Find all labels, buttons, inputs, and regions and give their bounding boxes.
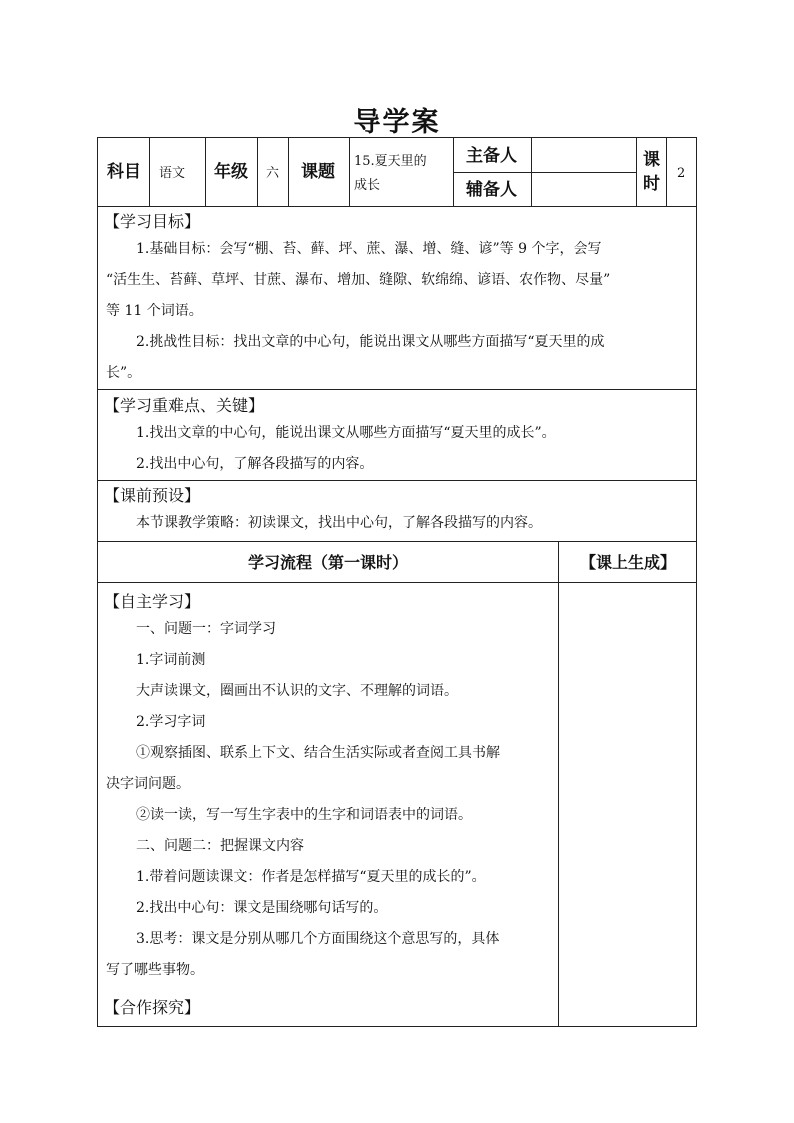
subject-label: 科目 xyxy=(107,162,141,182)
goal-1-line2: “活生生、苔藓、草坪、甘蔗、瀑布、增加、缝隙、软绵绵、谚语、农作物、尽量” xyxy=(106,272,611,288)
self-study-line: 一、问题一：字词学习 xyxy=(136,621,276,637)
preset-heading: 【课前预设】 xyxy=(104,486,201,505)
preset-item-1: 本节课教学策略：初读课文，找出中心句，了解各段描写的内容。 xyxy=(136,515,542,531)
self-study-line: 二、问题二：把握课文内容 xyxy=(136,838,304,854)
goals-heading: 【学习目标】 xyxy=(104,212,201,231)
self-study-line: ①观察插图、联系上下文、结合生活实际或者查阅工具书解 xyxy=(136,745,500,761)
header-divider xyxy=(636,138,637,206)
main-preparer-label: 主备人 xyxy=(466,146,517,166)
cooperation-heading: 【合作探究】 xyxy=(104,998,201,1017)
self-study-heading: 【自主学习】 xyxy=(104,592,201,611)
key-point-2: 2.找出中心句，了解各段描写的内容。 xyxy=(136,456,374,472)
header-divider xyxy=(531,138,532,206)
section-divider xyxy=(98,480,696,481)
process-column-divider xyxy=(558,541,559,1026)
header-divider xyxy=(666,138,667,206)
topic-value-line1: 15.夏天里的 xyxy=(354,154,427,169)
self-study-line: 1.带着问题读课文：作者是怎样描写“夏天里的成长的”。 xyxy=(136,869,486,885)
goal-2-line1: 2.挑战性目标：找出文章的中心句，能说出课文从哪些方面描写“夏天里的成 xyxy=(136,334,605,350)
key-point-1: 1.找出文章的中心句，能说出课文从哪些方面描写“夏天里的成长”。 xyxy=(136,425,556,441)
section-divider xyxy=(98,582,696,583)
self-study-line: 2.学习字词 xyxy=(136,714,206,730)
grade-label: 年级 xyxy=(214,162,248,182)
header-mid-line xyxy=(453,172,636,173)
self-study-line: 写了哪些事物。 xyxy=(106,962,204,978)
period-label-line2: 时 xyxy=(643,174,660,194)
section-divider xyxy=(98,541,696,542)
header-divider xyxy=(257,138,258,206)
goal-2-line2: 长”。 xyxy=(106,365,142,381)
period-value: 2 xyxy=(677,166,686,181)
header-divider xyxy=(349,138,350,206)
goal-1-line3: 等 11 个词语。 xyxy=(106,303,203,319)
topic-value-line2: 成长 xyxy=(354,178,381,193)
self-study-line: 3.思考：课文是分别从哪几个方面围绕这个意思写的，具体 xyxy=(136,931,500,947)
self-study-line: 决字词问题。 xyxy=(106,776,190,792)
self-study-line: 2.找出中心句：课文是围绕哪句话写的。 xyxy=(136,900,388,916)
key-points-heading: 【学习重难点、关键】 xyxy=(104,396,265,415)
class-generation-heading: 【课上生成】 xyxy=(579,553,676,572)
header-divider xyxy=(453,138,454,206)
period-label-line1: 课 xyxy=(643,150,660,170)
header-divider xyxy=(288,138,289,206)
self-study-line: ②读一读，写一写生字表中的生字和词语表中的词语。 xyxy=(136,807,472,823)
topic-label: 课题 xyxy=(301,162,335,182)
assist-preparer-label: 辅备人 xyxy=(466,180,517,200)
header-divider xyxy=(205,138,206,206)
self-study-line: 大声读课文，圈画出不认识的文字、不理解的词语。 xyxy=(136,683,458,699)
goal-1-line1: 1.基础目标：会写“棚、苔、藓、坪、蔗、瀑、增、缝、谚”等 9 个字，会写 xyxy=(136,241,602,257)
subject-value: 语文 xyxy=(159,166,186,181)
process-heading: 学习流程（第一课时） xyxy=(247,553,408,572)
document-title: 导学案 xyxy=(353,107,441,138)
header-bottom-line xyxy=(98,206,696,207)
lesson-plan-table xyxy=(97,137,697,1027)
header-divider xyxy=(149,138,150,206)
self-study-line: 1.字词前测 xyxy=(136,652,206,668)
grade-value: 六 xyxy=(266,166,280,181)
section-divider xyxy=(98,389,696,390)
